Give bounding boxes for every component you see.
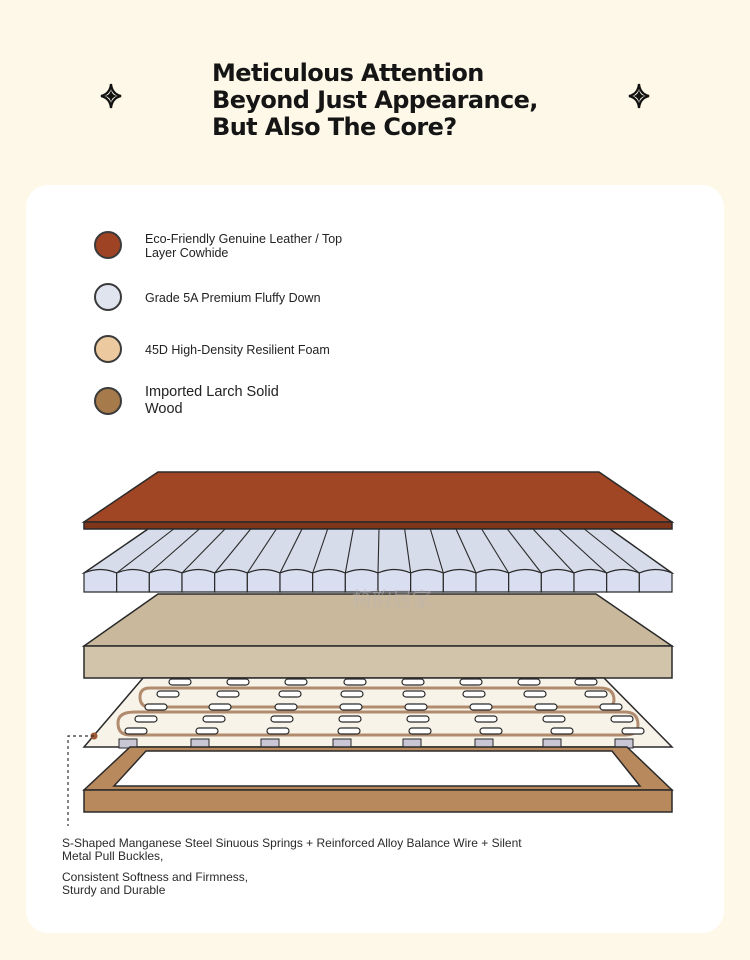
heading-line-2: Beyond Just Appearance,	[212, 86, 538, 114]
spring-loop	[575, 679, 597, 685]
spring-loop	[209, 704, 231, 710]
spring-loop	[267, 728, 289, 734]
down-layer	[84, 529, 672, 592]
down-tube	[476, 570, 509, 593]
spring-loop	[470, 704, 492, 710]
spring-loop	[271, 716, 293, 722]
heading-line-1: Meticulous Attention	[212, 59, 484, 87]
spring-loop	[279, 691, 301, 697]
spring-loop	[285, 679, 307, 685]
spring-loop	[145, 704, 167, 710]
down-tube	[215, 570, 248, 593]
spring-loop	[227, 679, 249, 685]
spring-loop	[600, 704, 622, 710]
legend-label-foam: 45D High-Density Resilient Foam	[145, 343, 330, 357]
down-tube	[313, 570, 346, 593]
wood-frame	[84, 747, 672, 812]
spring-loop	[480, 728, 502, 734]
comfort-description: Consistent Softness and Firmness, Sturdy and Durable	[62, 870, 249, 897]
down-tube	[117, 570, 150, 593]
spring-loop	[402, 679, 424, 685]
spring-loop	[463, 691, 485, 697]
down-tube	[574, 570, 607, 593]
down-tube	[84, 570, 117, 593]
springs-layer	[84, 678, 672, 748]
spring-loop	[196, 728, 218, 734]
down-tube	[182, 570, 215, 593]
spring-loop	[275, 704, 297, 710]
spring-loop	[622, 728, 644, 734]
watermark: 椅韵居家	[352, 587, 432, 611]
spring-loop	[157, 691, 179, 697]
down-tube	[541, 570, 574, 593]
spring-loop	[135, 716, 157, 722]
spring-loop	[409, 728, 431, 734]
spring-loop	[403, 691, 425, 697]
spring-loop	[405, 704, 427, 710]
spring-loop	[475, 716, 497, 722]
legend-label-leather: Eco-Friendly Genuine Leather / Top Layer Cowhide	[145, 232, 343, 260]
spring-loop	[125, 728, 147, 734]
leather-layer	[84, 472, 672, 529]
down-tube	[443, 570, 476, 593]
spring-loop	[551, 728, 573, 734]
spring-loop	[341, 691, 363, 697]
spring-loop	[169, 679, 191, 685]
down-tube	[639, 570, 672, 593]
spring-loop	[611, 716, 633, 722]
down-tube	[149, 570, 182, 593]
spring-loop	[524, 691, 546, 697]
spring-loop	[460, 679, 482, 685]
spring-loop	[344, 679, 366, 685]
spring-loop	[340, 704, 362, 710]
spring-loop	[518, 679, 540, 685]
spring-loop	[535, 704, 557, 710]
springs-description: S-Shaped Manganese Steel Sinuous Springs + Reinforced Alloy Balance Wire + Silent Metal Pull Buckles,	[62, 836, 522, 863]
legend-label-wood: Imported Larch Solid Wood	[145, 384, 279, 417]
spring-loop	[339, 716, 361, 722]
down-tube	[247, 570, 280, 593]
down-tube	[607, 570, 640, 593]
spring-loop	[217, 691, 239, 697]
spring-loop	[407, 716, 429, 722]
spring-loop	[585, 691, 607, 697]
down-tube	[509, 570, 542, 593]
down-tube	[280, 570, 313, 593]
spring-loop	[543, 716, 565, 722]
spring-loop	[203, 716, 225, 722]
spring-loop	[338, 728, 360, 734]
heading-line-3: But Also The Core?	[212, 113, 457, 141]
legend-label-down: Grade 5A Premium Fluffy Down	[145, 291, 321, 305]
